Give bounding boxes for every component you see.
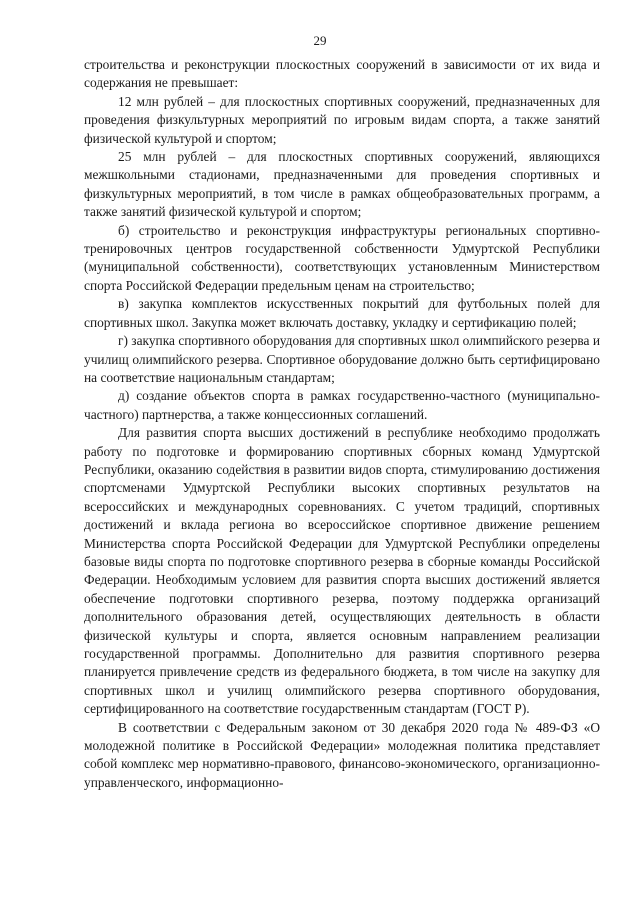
paragraph-item-d: д) создание объектов спорта в рамках государственно-частного (муниципально-частного) партнерства, а также концессионных соглашений. xyxy=(84,388,600,422)
page-number: 29 xyxy=(313,33,327,48)
paragraph-item-g: г) закупка спортивного оборудования для спортивных школ олимпийского резерва и училищ олимпийского резерва. Спортивное оборудование должно быть сертифицировано на соответствие национальным стандартам; xyxy=(84,333,600,385)
paragraph-item-b: б) строительство и реконструкция инфраструктуры региональных спортивно-тренировочных центров государственной собственности Удмуртской Республики (муниципальной собственности), соответствующих установленным Министерством спорта Российской Федерации предельным ценам на строительство; xyxy=(84,222,600,293)
paragraph-high-achievement-sport: Для развития спорта высших достижений в республике необходимо продолжать работу по подготовке и формированию спортивных сборных команд Удмуртской Республики, оказанию содействия в развитии видов спорта, стимулированию достижения спортсменами Удмуртской Республики высоких спортивных результатов на всероссийских и международных соревнованиях. С учетом традиций, спортивных достижений и вклада региона во всероссийское спортивное движение решением Министерства спорта Российской Федерации для Удмуртской Республики определены базовые виды спорта по подготовке спортивного резерва в сборные команды Российской Федерации. Необходимым условием для развития спорта высших достижений является обеспечение подготовки спортивного резерва, поэтому поддержка организаций дополнительного образования детей, осуществляющих деятельность в области физической культуры и спорта, является основным направлением реализации государственной программы. Дополнительно для развития спортивного резерва планируется привлечение средств из федерального бюджета, в том числе на закупку для спортивных школ и училищ олимпийского резерва спортивного оборудования, сертифицированного на соответствие государственным стандартам (ГОСТ Р). xyxy=(84,425,600,717)
paragraph-youth-policy: В соответствии с Федеральным законом от 30 декабря 2020 года № 489-ФЗ «О молодежной политике в Российской Федерации» молодежная политика представляет собой комплекс мер нормативно-правового, финансово-экономического, организационно-управленческого, информационно- xyxy=(84,719,600,790)
paragraph-12-mln: 12 млн рублей – для плоскостных спортивных сооружений, предназначенных для проведения физкультурных мероприятий по игровым видам спорта, а также занятий физической культурой и спортом; xyxy=(84,93,600,146)
document-body xyxy=(84,56,600,792)
paragraph-25-mln: 25 млн рублей – для плоскостных спортивных сооружений, являющихся межшкольными стадионами, предназначенными для проведения спортивных и физкультурных мероприятий, в том числе в рамках общеобразовательных программ, а также занятий физической культурой и спортом; xyxy=(84,149,600,220)
paragraph-continuation: строительства и реконструкции плоскостных сооружений в зависимости от их вида и содержания не превышает: xyxy=(84,57,600,91)
paragraph-item-v: в) закупка комплектов искусственных покрытий для футбольных полей для спортивных школ. Закупка может включать доставку, укладку и сертификацию полей; xyxy=(84,296,600,330)
